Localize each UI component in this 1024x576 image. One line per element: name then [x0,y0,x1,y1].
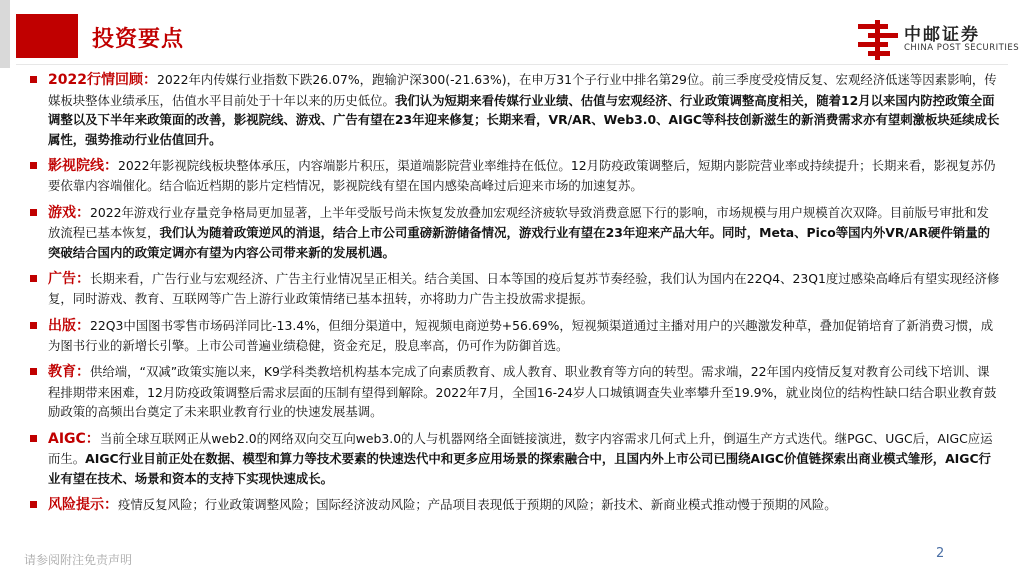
section-bold-text: 我们认为短期来看传媒行业业绩、估值与宏观经济、行业政策调整高度相关，随着12月以来国内防控政策全面调整以及下半年来政策面的改善，影视院线、游戏、广告有望在23年迎来修复；长期来看，VR/AR、Web3.0、AIGC等科技创新滋生的新消费需求亦有望刺激板块延续成长属性，强势推动行业估值回升。 [48,92,1000,147]
section-text: 22Q3中国图书零售市场码洋同比-13.4%，但细分渠道中，短视频电商逆势+56.69%，短视频渠道通过主播对用户的兴趣激发种草，叠加促销培育了新消费习惯，成为图书行业的新增长引擎。上市公司普遍业绩稳健，资金充足，股息率高，仍可作为防御首选。 [48,317,994,354]
bullet-icon [30,322,37,329]
section-heading: 广告： [48,270,90,287]
investment-points [30,70,1000,522]
section-aigc [30,429,1000,489]
bullet-icon [30,275,37,282]
page-title: 投资要点 [92,27,185,52]
section-heading: 游戏： [48,204,90,221]
section-text: 2022年影视院线板块整体承压，内容端影片积压，渠道端影院营业率维持在低位。12月防疫政策调整后，短期内影院营业率或持续提升；长期来看，影视复苏仍要依靠内容端催化。结合临近档期的影片定档情况，影视院线有望在国内感染高峰过后迎来市场的加速复苏。 [48,157,996,194]
section-text: 当前全球互联网正从web2.0的网络双向交互向web3.0的人与机器网络全面链接演进，数字内容需求几何式上升，倒逼生产方式迭代。继PGC、UGC后，AIGC应运而生。 [48,430,993,467]
section-market-review [30,70,1000,149]
section-bold-text: AIGC行业目前正处在数据、模型和算力等技术要素的快速迭代中和更多应用场景的探索融合中，且国内外上市公司已围绕AIGC价值链探索出商业模式雏形，AIGC行业有望在技术、场景和资本的支持下实现快速成长。 [48,451,991,486]
section-text: 2022年游戏行业存量竞争格局更加显著，上半年受版号尚未恢复发放叠加宏观经济疲软导致消费意愿下行的影响，市场规模与用户规模首次双降。目前版号审批和发放流程已基本恢复， [48,204,989,241]
section-text: 供给端，“双减”政策实施以来，K9学科类教培机构基本完成了向素质教育、成人教育、职业教育等方向的转型。需求端，22年国内疫情反复对教育公司线下培训、课程排期带来困难，12月防疫政策调整后需求层面的压制有望得到解除。2022年7月，全国16-24岁人口城镇调查失业率攀升至19.9%，就业岗位的结构性缺口结合职业教育鼓励政策的高频出台奠定了未来职业教育行业的快速发展基调。 [48,364,997,420]
bullet-icon [30,209,37,216]
bullet-icon [30,501,37,508]
section-heading: 教育： [48,364,90,381]
section-heading: 出版： [48,317,90,334]
section-education [30,362,1000,422]
section-publishing [30,316,1000,356]
section-heading: 风险提示： [48,496,118,513]
header-divider [16,64,1008,65]
section-text: 长期来看，广告行业与宏观经济、广告主行业情况呈正相关。结合美国、日本等国的疫后复苏节奏经验，我们认为国内在22Q4、23Q1度过感染高峰后有望实现经济修复，同时游戏、教育、互联网等广告上游行业政策情绪已基本扭转，亦将助力广告主投放需求提振。 [48,270,1000,307]
page-number: 2 [936,546,945,561]
left-accent-bar [0,0,10,68]
footer-disclaimer: 请参阅附注免责声明 [24,553,133,567]
section-risk-warning [30,495,1000,516]
section-advertising [30,269,1000,309]
section-heading: AIGC： [48,430,100,447]
section-heading: 影视院线： [48,157,118,174]
section-heading: 2022行情回顾： [48,72,157,88]
bullet-icon [30,76,37,83]
logo-name-cn: 中邮证券 [904,25,980,45]
section-bold-text: 我们认为随着政策逆风的消退，结合上市公司重磅新游储备情况，游戏行业有望在23年迎来产品大年。同时，Meta、Pico等国内外VR/AR硬件销量的突破结合国内的政策定调亦有望为内容公司带来新的发展机遇。 [48,225,991,260]
bullet-icon [30,368,37,375]
section-text: 疫情反复风险；行业政策调整风险；国际经济波动风险；产品项目表现低于预期的风险；新技术、新商业模式推动慢于预期的风险。 [118,496,837,512]
bullet-icon [30,435,37,442]
china-post-logo-icon [856,18,900,62]
section-film-cinema [30,156,1000,196]
section-text: 2022年内传媒行业指数下跌26.07%，跑输沪深300(-21.63%)，在申万31个子行业中排名第29位。前三季度受疫情反复、宏观经济低迷等因素影响，传媒板块整体业绩承压，估值水平目前处于十年以来的历史低位。 [48,72,997,108]
logo-name-en: CHINA POST SECURITIES [904,43,1020,53]
bullet-icon [30,162,37,169]
section-gaming [30,203,1000,263]
header-red-block [16,14,78,58]
company-logo [856,18,1020,62]
